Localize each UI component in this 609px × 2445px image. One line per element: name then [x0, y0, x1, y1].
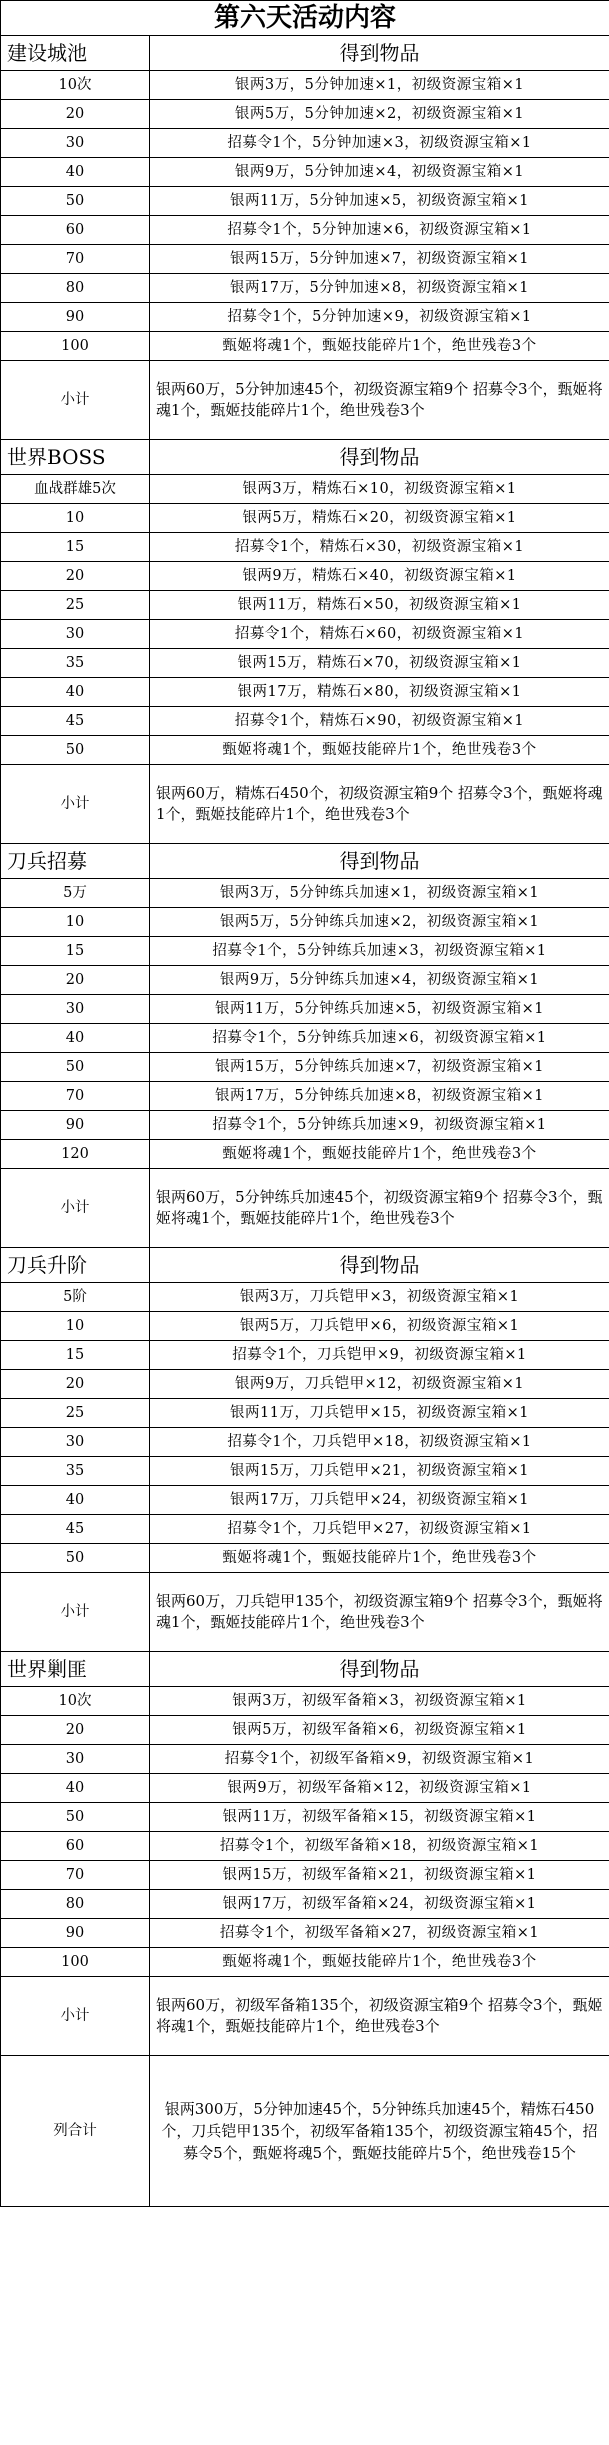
reward-cell: 银两11万，精炼石×50，初级资源宝箱×1	[150, 591, 609, 620]
milestone-cell: 10次	[1, 71, 150, 100]
grand-total-label: 列合计	[1, 2056, 150, 2207]
milestone-cell: 120	[1, 1140, 150, 1169]
grand-total-row	[1, 2056, 609, 2207]
reward-cell: 招募令1个，5分钟练兵加速×9，初级资源宝箱×1	[150, 1111, 609, 1140]
reward-row	[1, 332, 609, 361]
milestone-cell: 80	[1, 274, 150, 303]
reward-row	[1, 678, 609, 707]
reward-cell: 银两11万，刀兵铠甲×15，初级资源宝箱×1	[150, 1399, 609, 1428]
reward-cell: 招募令1个，刀兵铠甲×27，初级资源宝箱×1	[150, 1515, 609, 1544]
milestone-cell: 35	[1, 1457, 150, 1486]
subtotal-text: 银两60万，刀兵铠甲135个，初级资源宝箱9个 招募令3个，甄姬将魂1个，甄姬技能碎片1个，绝世残卷3个	[150, 1573, 609, 1652]
reward-row	[1, 1774, 609, 1803]
milestone-cell: 30	[1, 995, 150, 1024]
reward-row	[1, 1687, 609, 1716]
reward-row	[1, 879, 609, 908]
reward-cell: 银两15万，5分钟练兵加速×7，初级资源宝箱×1	[150, 1053, 609, 1082]
reward-cell: 招募令1个，初级军备箱×9，初级资源宝箱×1	[150, 1745, 609, 1774]
reward-cell: 招募令1个，初级军备箱×18，初级资源宝箱×1	[150, 1832, 609, 1861]
reward-cell: 银两9万，精炼石×40，初级资源宝箱×1	[150, 562, 609, 591]
reward-cell: 招募令1个，初级军备箱×27，初级资源宝箱×1	[150, 1919, 609, 1948]
section-name: 世界剿匪	[1, 1652, 150, 1687]
section-name: 建设城池	[1, 36, 150, 71]
reward-cell: 银两5万，5分钟练兵加速×2，初级资源宝箱×1	[150, 908, 609, 937]
reward-row	[1, 129, 609, 158]
milestone-cell: 30	[1, 1428, 150, 1457]
milestone-cell: 90	[1, 303, 150, 332]
milestone-cell: 60	[1, 1832, 150, 1861]
section-column-header: 得到物品	[150, 1248, 609, 1283]
reward-row	[1, 1053, 609, 1082]
section-header-row	[1, 1248, 609, 1283]
reward-cell: 银两17万，5分钟加速×8，初级资源宝箱×1	[150, 274, 609, 303]
reward-row	[1, 504, 609, 533]
reward-cell: 招募令1个，精炼石×30，初级资源宝箱×1	[150, 533, 609, 562]
reward-cell: 银两9万，初级军备箱×12，初级资源宝箱×1	[150, 1774, 609, 1803]
milestone-cell: 5阶	[1, 1283, 150, 1312]
milestone-cell: 40	[1, 158, 150, 187]
milestone-cell: 30	[1, 129, 150, 158]
reward-row	[1, 1399, 609, 1428]
reward-row	[1, 1832, 609, 1861]
reward-row	[1, 475, 609, 504]
reward-row	[1, 1890, 609, 1919]
reward-cell: 甄姬将魂1个，甄姬技能碎片1个，绝世残卷3个	[150, 332, 609, 361]
reward-row	[1, 1457, 609, 1486]
reward-row	[1, 216, 609, 245]
reward-row	[1, 1312, 609, 1341]
reward-row	[1, 1111, 609, 1140]
reward-row	[1, 562, 609, 591]
reward-row	[1, 620, 609, 649]
reward-row	[1, 1544, 609, 1573]
reward-cell: 银两5万，刀兵铠甲×6，初级资源宝箱×1	[150, 1312, 609, 1341]
reward-cell: 银两11万，初级军备箱×15，初级资源宝箱×1	[150, 1803, 609, 1832]
milestone-cell: 100	[1, 1948, 150, 1977]
reward-cell: 甄姬将魂1个，甄姬技能碎片1个，绝世残卷3个	[150, 1140, 609, 1169]
reward-cell: 招募令1个，5分钟加速×3，初级资源宝箱×1	[150, 129, 609, 158]
reward-row	[1, 1428, 609, 1457]
section-header-row	[1, 440, 609, 475]
milestone-cell: 20	[1, 966, 150, 995]
reward-cell: 银两5万，精炼石×20，初级资源宝箱×1	[150, 504, 609, 533]
reward-row	[1, 100, 609, 129]
subtotal-label: 小计	[1, 361, 150, 440]
activity-table-body	[1, 1, 609, 2207]
reward-row	[1, 707, 609, 736]
reward-row	[1, 303, 609, 332]
milestone-cell: 45	[1, 1515, 150, 1544]
reward-cell: 银两15万，精炼石×70，初级资源宝箱×1	[150, 649, 609, 678]
milestone-cell: 90	[1, 1111, 150, 1140]
subtotal-text: 银两60万，5分钟加速45个，初级资源宝箱9个 招募令3个，甄姬将魂1个，甄姬技能碎片1个，绝世残卷3个	[150, 361, 609, 440]
subtotal-row	[1, 1977, 609, 2056]
reward-row	[1, 995, 609, 1024]
milestone-cell: 50	[1, 1053, 150, 1082]
reward-row	[1, 736, 609, 765]
reward-cell: 银两3万，5分钟加速×1，初级资源宝箱×1	[150, 71, 609, 100]
reward-row	[1, 71, 609, 100]
reward-cell: 招募令1个，5分钟加速×9，初级资源宝箱×1	[150, 303, 609, 332]
milestone-cell: 40	[1, 678, 150, 707]
reward-cell: 银两3万，初级军备箱×3，初级资源宝箱×1	[150, 1687, 609, 1716]
reward-row	[1, 1745, 609, 1774]
milestone-cell: 40	[1, 1486, 150, 1515]
reward-row	[1, 1024, 609, 1053]
reward-cell: 银两5万，5分钟加速×2，初级资源宝箱×1	[150, 100, 609, 129]
section-column-header: 得到物品	[150, 844, 609, 879]
section-header-row	[1, 844, 609, 879]
reward-cell: 银两11万，5分钟加速×5，初级资源宝箱×1	[150, 187, 609, 216]
milestone-cell: 15	[1, 533, 150, 562]
milestone-cell: 50	[1, 1803, 150, 1832]
milestone-cell: 20	[1, 1370, 150, 1399]
reward-cell: 甄姬将魂1个，甄姬技能碎片1个，绝世残卷3个	[150, 1544, 609, 1573]
reward-cell: 银两9万，5分钟加速×4，初级资源宝箱×1	[150, 158, 609, 187]
subtotal-row	[1, 361, 609, 440]
reward-row	[1, 1283, 609, 1312]
reward-row	[1, 1486, 609, 1515]
subtotal-row	[1, 1573, 609, 1652]
milestone-cell: 100	[1, 332, 150, 361]
section-name: 刀兵升阶	[1, 1248, 150, 1283]
section-name: 世界BOSS	[1, 440, 150, 475]
reward-row	[1, 1919, 609, 1948]
reward-row	[1, 1861, 609, 1890]
reward-cell: 银两15万，5分钟加速×7，初级资源宝箱×1	[150, 245, 609, 274]
subtotal-row	[1, 765, 609, 844]
reward-row	[1, 649, 609, 678]
reward-cell: 银两17万，刀兵铠甲×24，初级资源宝箱×1	[150, 1486, 609, 1515]
reward-row	[1, 245, 609, 274]
reward-row	[1, 966, 609, 995]
section-header-row	[1, 36, 609, 71]
reward-cell: 银两17万，精炼石×80，初级资源宝箱×1	[150, 678, 609, 707]
reward-row	[1, 533, 609, 562]
reward-cell: 招募令1个，精炼石×90，初级资源宝箱×1	[150, 707, 609, 736]
subtotal-label: 小计	[1, 1169, 150, 1248]
reward-cell: 银两3万，刀兵铠甲×3，初级资源宝箱×1	[150, 1283, 609, 1312]
subtotal-label: 小计	[1, 765, 150, 844]
milestone-cell: 70	[1, 1082, 150, 1111]
page-title: 第六天活动内容	[1, 1, 609, 36]
milestone-cell: 70	[1, 1861, 150, 1890]
subtotal-text: 银两60万，5分钟练兵加速45个，初级资源宝箱9个 招募令3个，甄姬将魂1个，甄姬技能碎片1个，绝世残卷3个	[150, 1169, 609, 1248]
section-column-header: 得到物品	[150, 1652, 609, 1687]
milestone-cell: 20	[1, 100, 150, 129]
milestone-cell: 20	[1, 562, 150, 591]
milestone-cell: 20	[1, 1716, 150, 1745]
subtotal-label: 小计	[1, 1977, 150, 2056]
milestone-cell: 15	[1, 1341, 150, 1370]
milestone-cell: 45	[1, 707, 150, 736]
milestone-cell: 血战群雄5次	[1, 475, 150, 504]
reward-cell: 银两15万，刀兵铠甲×21，初级资源宝箱×1	[150, 1457, 609, 1486]
reward-cell: 银两17万，5分钟练兵加速×8，初级资源宝箱×1	[150, 1082, 609, 1111]
milestone-cell: 25	[1, 1399, 150, 1428]
reward-cell: 银两3万，精炼石×10，初级资源宝箱×1	[150, 475, 609, 504]
reward-cell: 银两9万，5分钟练兵加速×4，初级资源宝箱×1	[150, 966, 609, 995]
reward-row	[1, 1341, 609, 1370]
reward-cell: 招募令1个，5分钟练兵加速×3，初级资源宝箱×1	[150, 937, 609, 966]
reward-row	[1, 908, 609, 937]
subtotal-text: 银两60万，精炼石450个，初级资源宝箱9个 招募令3个，甄姬将魂1个，甄姬技能碎片1个，绝世残卷3个	[150, 765, 609, 844]
milestone-cell: 40	[1, 1024, 150, 1053]
reward-row	[1, 591, 609, 620]
milestone-cell: 50	[1, 736, 150, 765]
reward-cell: 银两3万，5分钟练兵加速×1，初级资源宝箱×1	[150, 879, 609, 908]
reward-row	[1, 1716, 609, 1745]
section-column-header: 得到物品	[150, 36, 609, 71]
reward-row	[1, 1803, 609, 1832]
milestone-cell: 80	[1, 1890, 150, 1919]
reward-cell: 甄姬将魂1个，甄姬技能碎片1个，绝世残卷3个	[150, 736, 609, 765]
milestone-cell: 90	[1, 1919, 150, 1948]
reward-cell: 银两9万，刀兵铠甲×12，初级资源宝箱×1	[150, 1370, 609, 1399]
milestone-cell: 25	[1, 591, 150, 620]
milestone-cell: 40	[1, 1774, 150, 1803]
milestone-cell: 10次	[1, 1687, 150, 1716]
reward-cell: 银两5万，初级军备箱×6，初级资源宝箱×1	[150, 1716, 609, 1745]
milestone-cell: 60	[1, 216, 150, 245]
section-name: 刀兵招募	[1, 844, 150, 879]
subtotal-row	[1, 1169, 609, 1248]
reward-cell: 招募令1个，精炼石×60，初级资源宝箱×1	[150, 620, 609, 649]
reward-row	[1, 158, 609, 187]
reward-cell: 甄姬将魂1个，甄姬技能碎片1个，绝世残卷3个	[150, 1948, 609, 1977]
reward-row	[1, 937, 609, 966]
milestone-cell: 30	[1, 620, 150, 649]
subtotal-label: 小计	[1, 1573, 150, 1652]
milestone-cell: 10	[1, 908, 150, 937]
reward-cell: 银两17万，初级军备箱×24，初级资源宝箱×1	[150, 1890, 609, 1919]
milestone-cell: 10	[1, 504, 150, 533]
milestone-cell: 50	[1, 187, 150, 216]
reward-cell: 银两15万，初级军备箱×21，初级资源宝箱×1	[150, 1861, 609, 1890]
reward-row	[1, 1515, 609, 1544]
grand-total-text: 银两300万，5分钟加速45个，5分钟练兵加速45个，精炼石450个，刀兵铠甲135个，初级军备箱135个，初级资源宝箱45个，招募令5个，甄姬将魂5个，甄姬技能碎片5个，绝世残卷15个	[150, 2056, 609, 2207]
reward-cell: 招募令1个，刀兵铠甲×18，初级资源宝箱×1	[150, 1428, 609, 1457]
milestone-cell: 10	[1, 1312, 150, 1341]
reward-row	[1, 1948, 609, 1977]
reward-row	[1, 1370, 609, 1399]
reward-cell: 招募令1个，刀兵铠甲×9，初级资源宝箱×1	[150, 1341, 609, 1370]
milestone-cell: 70	[1, 245, 150, 274]
subtotal-text: 银两60万，初级军备箱135个，初级资源宝箱9个 招募令3个，甄姬将魂1个，甄姬技能碎片1个，绝世残卷3个	[150, 1977, 609, 2056]
milestone-cell: 30	[1, 1745, 150, 1774]
milestone-cell: 50	[1, 1544, 150, 1573]
milestone-cell: 5万	[1, 879, 150, 908]
reward-row	[1, 274, 609, 303]
section-column-header: 得到物品	[150, 440, 609, 475]
reward-row	[1, 187, 609, 216]
section-header-row	[1, 1652, 609, 1687]
reward-cell: 招募令1个，5分钟加速×6，初级资源宝箱×1	[150, 216, 609, 245]
reward-row	[1, 1140, 609, 1169]
reward-cell: 招募令1个，5分钟练兵加速×6，初级资源宝箱×1	[150, 1024, 609, 1053]
title-row	[1, 1, 609, 36]
milestone-cell: 15	[1, 937, 150, 966]
reward-cell: 银两11万，5分钟练兵加速×5，初级资源宝箱×1	[150, 995, 609, 1024]
milestone-cell: 35	[1, 649, 150, 678]
reward-row	[1, 1082, 609, 1111]
